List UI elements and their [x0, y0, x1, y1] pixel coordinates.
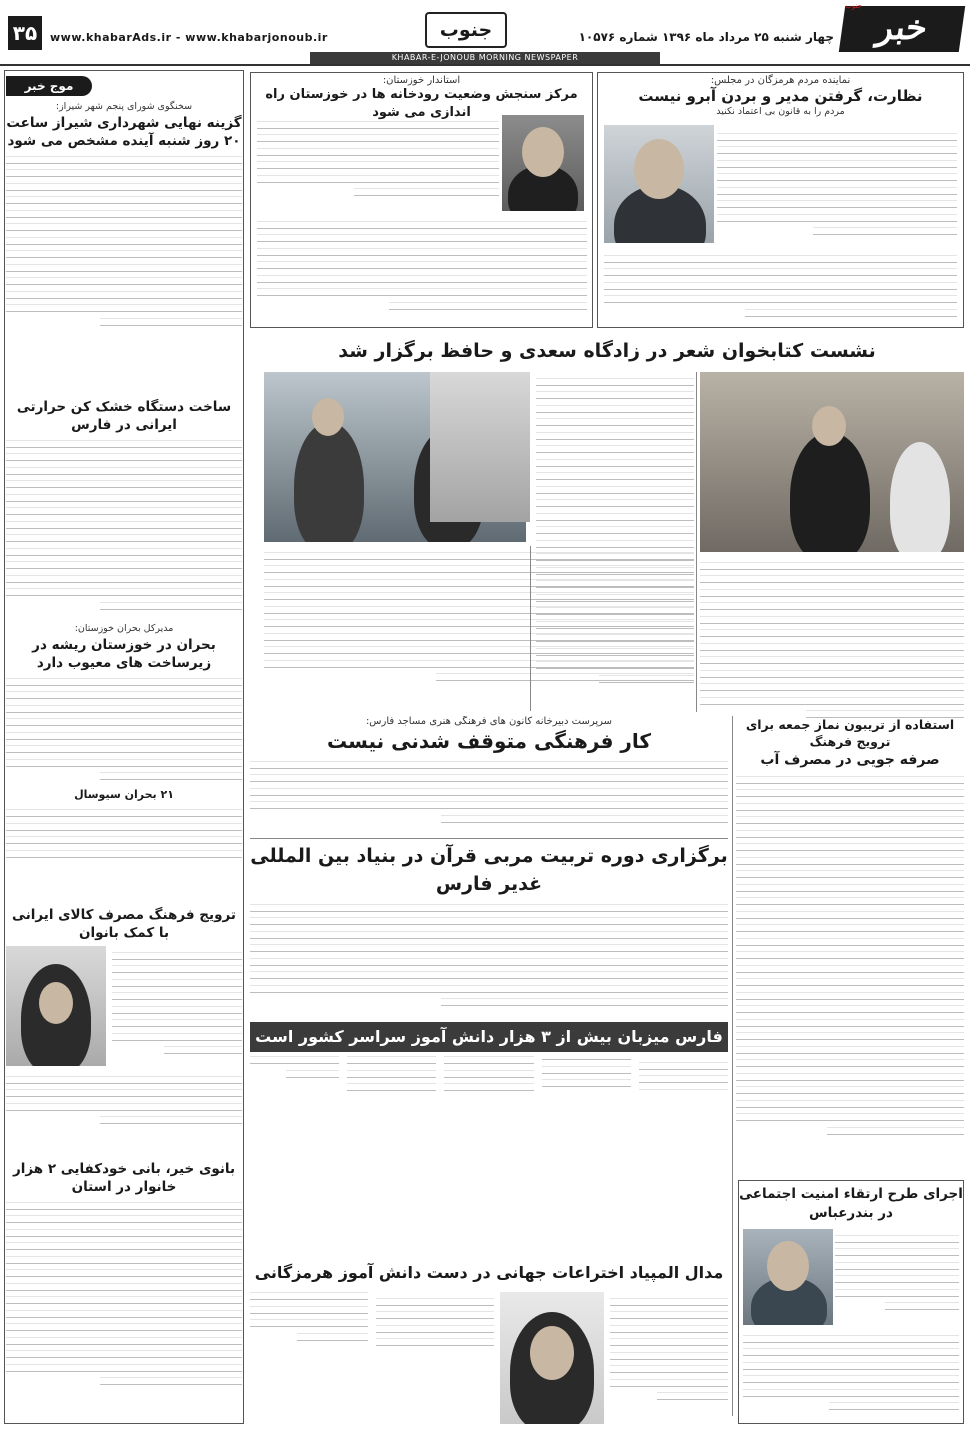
text-line [736, 1005, 964, 1013]
text-line [264, 633, 694, 641]
text-line [6, 823, 242, 831]
text-line [6, 1310, 242, 1318]
main-story-body [700, 556, 964, 724]
story-body [736, 776, 964, 1135]
text-line [736, 884, 964, 892]
text-line [257, 248, 587, 256]
text-line [6, 718, 242, 726]
story-kicker: استاندار خوزستان: [382, 75, 461, 86]
text-line [604, 295, 957, 303]
text-line [6, 1256, 242, 1264]
text-line [6, 507, 242, 515]
text-line [736, 830, 964, 838]
text-line [717, 160, 957, 168]
text-line [112, 965, 242, 973]
text-line [717, 173, 957, 181]
text-line [536, 459, 694, 467]
story-headline[interactable]: بانوی خیر، بانی خودکفایی ۲ هزار خانوار در استان [12, 1161, 236, 1195]
story-body [250, 761, 728, 823]
text-line [700, 643, 964, 651]
story-body [250, 1292, 494, 1349]
text-line [257, 134, 499, 142]
story-body [717, 127, 957, 241]
section-title: جنوب [425, 12, 507, 48]
left-story-charity [6, 1160, 242, 1424]
text-line [376, 1325, 494, 1333]
text-line [700, 562, 964, 570]
text-line [264, 606, 694, 614]
text-line [264, 619, 694, 627]
text-line [257, 148, 499, 156]
text-line [250, 1319, 368, 1327]
text-line [736, 843, 964, 851]
text-line [717, 214, 957, 222]
header-rule [0, 64, 970, 66]
main-story-header [250, 334, 964, 368]
text-line [6, 156, 242, 164]
text-line [639, 1075, 728, 1083]
text-line [286, 1070, 340, 1078]
text-line [6, 494, 242, 502]
text-line [6, 1103, 242, 1111]
text-line [736, 951, 964, 959]
text-line [100, 318, 242, 326]
text-line [6, 1076, 242, 1084]
text-line [264, 579, 694, 587]
text-line [736, 1032, 964, 1040]
text-line [536, 513, 694, 521]
text-line [700, 602, 964, 610]
story-body [610, 1292, 728, 1406]
text-line [6, 196, 242, 204]
story-quran-course [250, 842, 728, 1018]
text-line [6, 1229, 242, 1237]
text-line [376, 1298, 494, 1306]
text-line [745, 309, 957, 317]
text-line [736, 857, 964, 865]
story-headline[interactable]: اجرای طرح ارتقاء امنیت اجتماعی در بندرعباس [739, 1186, 963, 1221]
text-line [250, 788, 728, 796]
student-portrait-photo [500, 1292, 604, 1424]
text-line [257, 221, 587, 229]
governor-portrait-photo [502, 115, 584, 211]
text-line [835, 1275, 959, 1283]
text-line [6, 1242, 242, 1250]
story-water-saving [736, 716, 964, 1176]
story-body [6, 156, 242, 326]
text-line [610, 1298, 728, 1306]
text-line [250, 931, 728, 939]
text-line [6, 705, 242, 713]
text-line [717, 200, 957, 208]
text-line [389, 302, 587, 310]
story-body [6, 1070, 242, 1126]
story-headline[interactable]: گزینه نهایی شهرداری شیراز ساعت ۲۰ روز شنبه آینده مشخص می شود [6, 115, 242, 149]
text-line [264, 646, 694, 654]
text-line [250, 801, 728, 809]
text-line [700, 589, 964, 597]
text-line [6, 809, 242, 817]
text-line [441, 998, 728, 1006]
text-line [250, 774, 728, 782]
text-line [610, 1379, 728, 1387]
text-line [604, 255, 957, 263]
story-kicker: نماینده مردم هرمزگان در مجلس: [710, 75, 851, 86]
text-line [736, 1073, 964, 1081]
text-line [717, 146, 957, 154]
text-line [347, 1083, 436, 1091]
text-line [164, 1046, 242, 1054]
text-line [112, 992, 242, 1000]
story-body [6, 1202, 242, 1386]
text-line [736, 1100, 964, 1108]
story-body [250, 1056, 728, 1092]
text-line [6, 836, 242, 844]
text-line [347, 1056, 436, 1064]
text-line [250, 904, 728, 912]
text-line [112, 979, 242, 987]
text-line [444, 1083, 533, 1091]
text-line [6, 1337, 242, 1345]
text-line [736, 776, 964, 784]
news-wave-badge: موج خبر [6, 76, 92, 96]
text-line [743, 1335, 959, 1343]
text-line [536, 486, 694, 494]
text-line [736, 1046, 964, 1054]
text-line [6, 548, 242, 556]
text-line [835, 1262, 959, 1270]
left-story-shiraz [6, 100, 242, 350]
story-olympiad-header [250, 1258, 728, 1288]
text-line [885, 1302, 959, 1310]
newspaper-motto: KHABAR-E-JONOUB MORNING NEWSPAPER [310, 52, 660, 64]
text-line [6, 467, 242, 475]
story-body [604, 249, 957, 322]
text-line [736, 1019, 964, 1027]
text-line [6, 304, 242, 312]
text-line [610, 1325, 728, 1333]
text-line [610, 1352, 728, 1360]
text-line [6, 1296, 242, 1304]
text-line [6, 561, 242, 569]
story-headline[interactable]: بحران در خوزستان ریشه در زیرساخت های معیوب دارد [32, 637, 216, 671]
text-line [257, 275, 587, 283]
text-line [736, 789, 964, 797]
text-line [6, 453, 242, 461]
text-line [6, 183, 242, 191]
text-line [743, 1348, 959, 1356]
left-story-women [6, 906, 242, 1126]
text-line [264, 565, 694, 573]
text-line [827, 1127, 964, 1135]
text-line [6, 521, 242, 529]
text-line [6, 1364, 242, 1372]
text-line [6, 210, 242, 218]
text-line [6, 250, 242, 258]
text-line [100, 602, 242, 610]
text-line [6, 745, 242, 753]
story-body [112, 946, 242, 1060]
text-line [6, 277, 242, 285]
story-headline[interactable]: برگزاری دوره تربیت مربی قرآن در بنیاد بین المللی غدیر فارس [250, 845, 728, 895]
text-line [536, 378, 694, 386]
mp-portrait-photo [604, 125, 714, 243]
text-line [6, 480, 242, 488]
text-line [264, 592, 694, 600]
text-line [736, 992, 964, 1000]
text-line [441, 815, 728, 823]
text-line [610, 1311, 728, 1319]
text-line [6, 759, 242, 767]
story-body [6, 440, 242, 610]
text-line [736, 816, 964, 824]
text-line [736, 1059, 964, 1067]
text-line [736, 924, 964, 932]
text-line [250, 958, 728, 966]
text-line [736, 897, 964, 905]
story-body [257, 215, 587, 315]
text-line [112, 1019, 242, 1027]
text-line [444, 1056, 533, 1064]
text-line [6, 169, 242, 177]
text-line [6, 223, 242, 231]
text-line [736, 978, 964, 986]
text-line [700, 629, 964, 637]
text-line [657, 1392, 728, 1400]
text-line [542, 1066, 631, 1074]
text-line [100, 1116, 242, 1124]
text-line [6, 1202, 242, 1210]
text-line [112, 1033, 242, 1041]
text-line [743, 1362, 959, 1370]
text-line [743, 1389, 959, 1397]
text-line [813, 227, 957, 235]
left-story-crisis [6, 622, 242, 862]
story-body [6, 678, 242, 781]
text-line [257, 121, 499, 129]
text-line [610, 1365, 728, 1373]
text-line [250, 1306, 368, 1314]
text-line [743, 1375, 959, 1383]
text-line [736, 803, 964, 811]
text-line [610, 1338, 728, 1346]
story-students-body [250, 1056, 728, 1252]
text-line [700, 697, 964, 705]
text-line [604, 282, 957, 290]
text-line [6, 534, 242, 542]
text-line [829, 1402, 959, 1410]
story-cultural-work [250, 716, 728, 836]
text-line [376, 1338, 494, 1346]
text-line [700, 575, 964, 583]
story-headline[interactable]: ساخت دستگاه خشک کن حرارتی ایرانی در فارس [16, 399, 232, 433]
text-line [536, 432, 694, 440]
text-line [250, 761, 728, 769]
story-headline[interactable]: فارس میزبان بیش از ۳ هزار دانش آموز سراسر کشور است [255, 1027, 723, 1046]
story-kicker: مدیرکل بحران خوزستان: [74, 623, 174, 634]
police-chief-photo [743, 1229, 833, 1325]
text-line [6, 850, 242, 858]
story-mp-oversight [597, 72, 964, 328]
story-subhead: مردم را به قانون بی اعتماد نکنید [716, 106, 845, 117]
text-line [6, 237, 242, 245]
masthead [0, 0, 970, 62]
text-line [6, 732, 242, 740]
text-line [257, 234, 587, 242]
text-line [257, 161, 499, 169]
text-line [250, 917, 728, 925]
text-line [736, 870, 964, 878]
story-headline[interactable]: مدال المپیاد اختراعات جهانی در دست دانش آموز هرمزگانی [254, 1263, 724, 1282]
main-story-body [264, 546, 694, 687]
text-line [250, 985, 728, 993]
text-line [700, 656, 964, 664]
website-urls[interactable]: www.khabarAds.ir - www.khabarjonoub.ir [50, 31, 328, 44]
text-line [717, 187, 957, 195]
story-headline[interactable]: کار فرهنگی متوقف شدنی نیست [326, 729, 652, 753]
story-subhead: صرفه جویی در مصرف آب [760, 752, 940, 768]
story-headline[interactable]: نشست کتابخوان شعر در زادگاه سعدی و حافظ برگزار شد [338, 340, 876, 362]
logo-subtitle: جنوب [845, 2, 862, 10]
story-headline[interactable]: نظارت، گرفتن مدیر و بردن آبرو نیست [638, 87, 923, 105]
text-line [717, 133, 957, 141]
text-line [100, 1377, 242, 1385]
text-line [6, 1215, 242, 1223]
issue-dateline: چهار شنبه ۲۵ مرداد ماه ۱۳۹۶ شماره ۱۰۵۷۶ [578, 30, 834, 44]
text-line [736, 965, 964, 973]
text-line [100, 772, 242, 780]
left-story-dryer [6, 398, 242, 618]
text-line [536, 499, 694, 507]
text-line [736, 1113, 964, 1121]
story-body [743, 1329, 959, 1416]
text-line [257, 175, 499, 183]
story-kicker: سخنگوی شورای پنجم شهر شیراز: [55, 101, 193, 112]
text-line [700, 683, 964, 691]
text-line [6, 1350, 242, 1358]
text-line [6, 1323, 242, 1331]
text-line [639, 1062, 728, 1070]
text-line [376, 1311, 494, 1319]
text-line [112, 952, 242, 960]
text-line [6, 440, 242, 448]
text-line [436, 673, 694, 681]
story-body [6, 809, 242, 862]
text-line [536, 405, 694, 413]
text-line [700, 670, 964, 678]
text-line [6, 291, 242, 299]
text-line [536, 445, 694, 453]
text-line [835, 1235, 959, 1243]
banner-photo [430, 372, 530, 522]
story-headline[interactable]: ترویج فرهنگ مصرف کالای ایرانی با کمک بانوان [12, 907, 236, 941]
text-line [250, 1056, 339, 1064]
story-headline[interactable]: مرکز سنجش وضعیت رودخانه ها در خوزستان راه اندازی می شود [265, 87, 578, 120]
text-line [736, 1086, 964, 1094]
woman-portrait-photo [6, 946, 106, 1066]
text-line [736, 911, 964, 919]
page-number: ۳۵ [8, 16, 42, 50]
text-line [835, 1248, 959, 1256]
text-line [536, 418, 694, 426]
story-river-monitoring [250, 72, 593, 328]
story-students-banner [250, 1022, 728, 1052]
text-line [250, 944, 728, 952]
text-line [6, 264, 242, 272]
text-line [297, 1333, 368, 1341]
text-line [6, 1283, 242, 1291]
text-line [347, 1070, 436, 1078]
story-body [835, 1229, 959, 1316]
story-kicker: سرپرست دبیرخانه کانون های فرهنگی هنری مساجد فارس: [365, 716, 613, 727]
text-line [6, 1089, 242, 1097]
text-line [264, 552, 694, 560]
text-line [604, 268, 957, 276]
text-line [6, 575, 242, 583]
story-social-security [738, 1180, 964, 1424]
text-line [250, 1292, 368, 1300]
text-line [257, 261, 587, 269]
story-body [257, 115, 499, 202]
text-line [6, 678, 242, 686]
text-line [257, 288, 587, 296]
text-line [112, 1006, 242, 1014]
text-line [6, 588, 242, 596]
newspaper-logo: خبر [839, 6, 965, 52]
text-line [444, 1070, 533, 1078]
text-line [536, 391, 694, 399]
text-line [536, 472, 694, 480]
text-line [736, 938, 964, 946]
text-line [6, 691, 242, 699]
text-line [542, 1079, 631, 1087]
text-line [700, 616, 964, 624]
story-headline[interactable]: استفاده از تریبون نماز جمعه برای ترویج فرهنگ [745, 717, 955, 749]
text-line [536, 526, 694, 534]
text-line [250, 971, 728, 979]
ceremony-photo-right [700, 372, 964, 552]
text-line [264, 660, 694, 668]
text-line [354, 188, 499, 196]
text-line [835, 1289, 959, 1297]
text-line [6, 1269, 242, 1277]
story-subheadline: ۲۱ بحران سیوسال [74, 787, 174, 801]
story-body [250, 904, 728, 1007]
